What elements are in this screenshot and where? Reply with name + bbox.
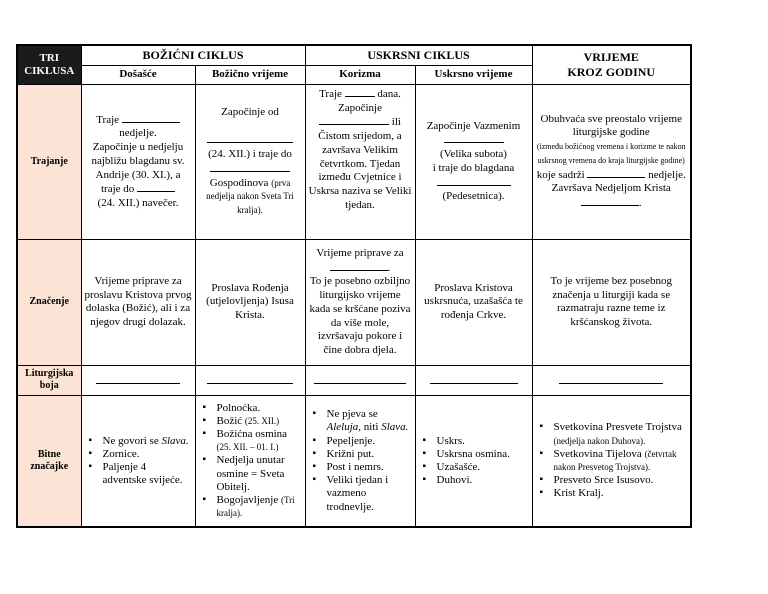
fill-blank [581,196,639,206]
fill-blank [210,162,290,172]
feature-item [217,494,302,520]
duration-ordinary-text: nedjelje. Završava Nedjeljom Krista [551,168,686,195]
duration-lent-text: Traje [319,87,342,100]
feature-item [437,448,529,461]
duration-christmas-text: (24. XII.) i traje do [208,148,292,160]
duration-ordinary-text: Obuhvaća sve preostalo vrijeme liturgijske godine [540,112,682,139]
duration-christmas-note: (prva nedjelja nakon Sveta Tri kralja). [206,177,294,215]
duration-ordinary-note: (između božićnog vremena i korizme te nakon uskrsnog vremena do kraja liturgijske godine) [536,142,686,165]
feature-item [437,461,529,474]
feature-item [437,435,529,448]
duration-lent [305,84,415,239]
feature-item [217,454,302,494]
ordinary-time-line-1: VRIJEME [583,49,639,64]
corner-header [17,45,81,84]
fill-blank [559,383,663,384]
feature-text: Ne pjeva se [326,408,378,421]
ordinary-time-header [532,45,691,84]
color-christmas [195,365,305,395]
meaning-lent: Vrijeme priprave za . To je posebno ozbiljno liturgijsko vrijeme kada se kršćane poziva da više mole, izvršavaju pokore i čine dobra djela. [305,239,415,365]
duration-advent-text: Traje [96,113,120,126]
feature-item [103,435,192,448]
features-advent-list [85,435,192,488]
feature-text: Krist Kralj. [553,487,604,500]
easter-time-header: Uskrsno vrijeme [415,66,532,85]
fill-blank [314,383,406,384]
row-header-color-line-1: Liturgijska [25,367,74,379]
color-ordinary [532,365,691,395]
meaning-christmas: Proslava Rođenja (utjelovljenja) Isusa Krista. [195,239,305,365]
feature-item [327,408,412,434]
feature-note: (25. XII. – 01. I.) [216,442,279,453]
fill-blank [207,383,293,384]
duration-christmas-text: Gospodinova [209,176,269,189]
features-lent-list [309,408,412,514]
meaning-lent-text: Vrijeme priprave za [316,246,404,259]
feature-text: Uskrs. [436,434,465,447]
fill-blank [330,261,388,271]
meaning-advent: Vrijeme priprave za proslavu Kristova prvog dolaska (Božić), ali i za njegov drugi dolazak. [81,239,195,365]
feature-item [327,474,412,514]
feature-text: Paljenje 4 adventske svijeće. [102,461,183,487]
color-advent [81,365,195,395]
features-ordinary-list [536,421,688,500]
feature-text: Križni put. [326,447,375,460]
advent-header: Došašće [81,66,195,85]
duration-advent [81,84,195,239]
feature-text: Pepeljenje. [326,434,376,447]
feature-emphasis: Slava. [161,434,189,447]
feature-text: Duhovi. [436,474,473,487]
duration-advent-text: (24. XII.) navečer. [97,197,179,210]
feature-text: Božićna osmina [216,428,288,441]
feature-item [437,474,529,487]
feature-text: Svetkovina Tijelova [553,447,645,460]
feature-text: Polnoćka. [216,401,261,414]
feature-text: Veliki tjedan i vazmeno trodnevlje. [326,474,389,513]
duration-lent-text: dana. [377,87,401,100]
features-advent [81,395,195,527]
duration-ordinary-text: koje sadrži [536,168,585,181]
fill-blank [345,87,375,97]
feature-item [327,435,412,448]
color-easter [415,365,532,395]
fill-blank [122,113,180,123]
duration-christmas [195,84,305,239]
feature-item [327,448,412,461]
features-easter-list [419,435,529,488]
feature-text: Svetkovina Presvete Trojstva [553,421,682,434]
feature-note: (četvrtak nakon Presvetog Trojstva). [553,448,677,472]
christmas-cycle-header: BOŽIĆNI CIKLUS [81,45,305,66]
duration-easter-text: (Velika subota) [440,148,507,160]
features-easter [415,395,532,527]
feature-item [554,474,688,487]
meaning-ordinary: To je vrijeme bez posebnog značenja u liturgiji kada se razmatraju razne teme iz kršćanskog života. [532,239,691,365]
row-header-duration: Trajanje [17,84,81,239]
christmas-time-header: Božično vrijeme [195,66,305,85]
feature-item [554,487,688,500]
fill-blank [207,133,293,143]
row-header-color-line-2: boja [39,380,59,392]
duration-advent-text: nedjelje. [119,127,157,140]
fill-blank [137,182,175,192]
feature-text: Uskrsna osmina. [436,447,510,460]
feature-text: Uzašašće. [436,461,481,473]
row-header-meaning: Značenje [17,239,81,365]
feature-emphasis: Slava. [381,421,409,434]
meaning-easter: Proslava Kristova uskrsnuća, uzašašća te rođenja Crkve. [415,239,532,365]
feature-item [327,461,412,474]
ordinary-time-line-2: KROZ GODINU [567,64,656,79]
fill-blank [96,383,180,384]
corner-line-1: TRI [39,51,60,64]
row-header-color [17,365,81,395]
duration-easter [415,84,532,239]
row-header-features-line-1: Bitne [37,448,61,460]
feature-note: (Tri kralja). [216,494,295,519]
feature-item [217,415,302,428]
feature-item [217,402,302,415]
feature-text: , niti [358,421,382,434]
duration-ordinary: Obuhvaća sve preostalo vrijeme liturgijske godine (između božićnog vremena i korizme te nakon uskrsnog vremena do kraja liturgijske godine) koje sadrži nedjelje. Završava Nedjeljom Krista . [532,84,691,239]
feature-text: Bogojavljenje [216,493,281,506]
feature-text: Ne govori se [102,434,162,447]
duration-christmas-text: Započinje od [221,105,279,118]
fill-blank [437,176,511,186]
duration-lent-text: ili [391,116,401,129]
feature-item [554,448,688,474]
row-header-features [17,395,81,527]
features-lent [305,395,415,527]
fill-blank [587,168,645,178]
feature-item [103,448,192,461]
lent-header: Korizma [305,66,415,85]
row-header-features-line-2: značajke [30,461,69,472]
feature-note: (25. XII.) [244,415,280,426]
liturgical-cycles-table [16,44,692,528]
features-christmas [195,395,305,527]
easter-cycle-header: USKRSNI CIKLUS [305,45,532,66]
feature-item [217,428,302,454]
feature-text: Nedjelja unutar osmine = Sveta Obitelj. [216,454,285,493]
fill-blank [319,115,389,125]
corner-line-2: CIKLUSA [24,64,75,77]
fill-blank [430,383,518,384]
features-ordinary [532,395,691,527]
color-lent [305,365,415,395]
duration-lent-text: Započinje [338,101,382,114]
duration-lent-text: Čistom srijedom, a završava Velikim četvrtkom. Tjedan između Cvjetnice i Uskrsa naziva se Veliki tjedan. [308,130,412,211]
duration-easter-text: (Pedesetnica). [442,190,505,203]
duration-easter-text: Započinje Vazmenim [426,119,521,132]
fill-blank [444,133,504,143]
feature-text: Zornice. [102,447,140,460]
feature-text: Post i nemrs. [326,461,384,473]
duration-advent-text: Započinje u nedjelju najbližu blagdanu sv. Andrije (30. XI.), a traje do [91,141,185,196]
feature-note: (nedjelja nakon Duhova). [553,435,646,446]
features-christmas-list [199,402,302,521]
meaning-lent-text: To je posebno ozbiljno liturgijsko vrijeme kada se kršćane poziva da više mole, izvršavaju pokore i čine dobra djela. [309,275,411,356]
feature-emphasis: Aleluja [326,421,359,434]
feature-item [103,461,192,487]
feature-text: Božić [216,414,245,427]
feature-text: Presveto Srce Isusovo. [553,474,654,487]
duration-easter-text: i traje do blagdana [432,161,515,174]
feature-item [554,421,688,447]
